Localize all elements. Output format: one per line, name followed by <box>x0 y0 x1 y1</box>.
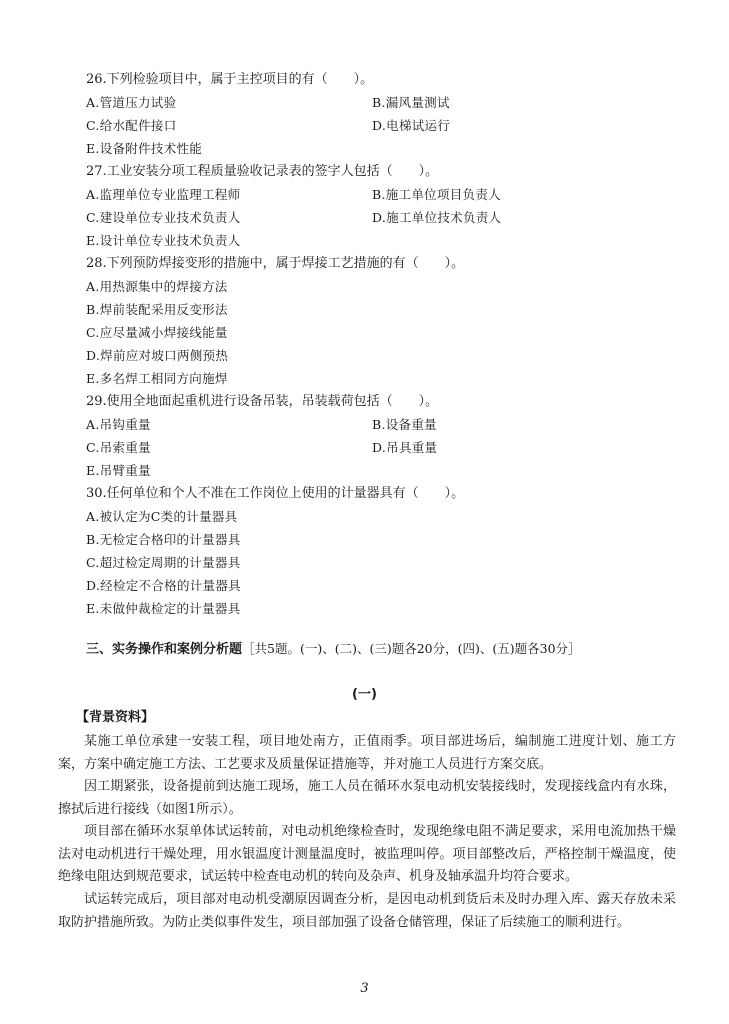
question-28-option-d: D.焊前应对坡口两侧预热 <box>86 348 229 363</box>
question-27-option-c: C.建设单位专业技术负责人 <box>86 210 241 225</box>
question-28-option-c: C.应尽量减小焊接线能量 <box>86 325 228 340</box>
question-28-option-a: A.用热源集中的焊接方法 <box>86 279 228 294</box>
question-30-option-c: C.超过检定周期的计量器具 <box>86 555 241 570</box>
question-27-option-b: B.施工单位项目负责人 <box>372 187 501 202</box>
question-30-option-d: D.经检定不合格的计量器具 <box>86 578 241 593</box>
case-number: (一) <box>352 687 377 702</box>
question-27-option-a: A.监理单位专业监理工程师 <box>86 187 241 202</box>
case-paragraph-1: 某施工单位承建一安装工程，项目地处南方，正值雨季。项目部进场后，编制施工进度计划、施工方案，方案中确定施工方法、工艺要求及质量保证措施等，并对施工人员进行方案交底。 <box>58 734 676 772</box>
section-heading <box>86 640 581 659</box>
question-30-option-e: E.未做仲裁检定的计量器具 <box>86 601 241 616</box>
question-29-option-e: E.吊臂重量 <box>86 463 151 478</box>
section-note: ［共5题。(一)、(二)、(三)题各20分，(四)、(五)题各30分］ <box>242 641 581 656</box>
question-27-option-e: E.设计单位专业技术负责人 <box>86 233 241 248</box>
question-27-stem: 27.工业安装分项工程质量验收记录表的签字人包括（ ）。 <box>86 164 439 179</box>
question-28-stem: 28.下列预防焊接变形的措施中，属于焊接工艺措施的有（ ）。 <box>86 256 465 271</box>
question-26-option-d: D.电梯试运行 <box>372 118 451 133</box>
case-paragraph-4: 试运转完成后，项目部对电动机受潮原因调查分析，是因电动机到货后未及时办理入库、露天存放未采取防护措施所致。为防止类似事件发生，项目部加强了设备仓储管理，保证了后续施工的顺利进行。 <box>58 892 676 930</box>
question-29-option-a: A.吊钩重量 <box>86 417 151 432</box>
question-30-option-a: A.被认定为C类的计量器具 <box>86 509 238 524</box>
case-paragraph-2: 因工期紧张，设备提前到达施工现场，施工人员在循环水泵电动机安装接线时，发现接线盒内有水珠，擦拭后进行接线（如图1所示）。 <box>58 779 676 817</box>
question-28-option-e: E.多名焊工相同方向施焊 <box>86 371 228 386</box>
question-28-option-b: B.焊前装配采用反变形法 <box>86 302 228 317</box>
question-26-option-a: A.管道压力试验 <box>86 95 177 110</box>
page-number: 3 <box>360 981 369 996</box>
case-paragraph-3: 项目部在循环水泵单体试运转前，对电动机绝缘检查时，发现绝缘电阻不满足要求，采用电流加热干燥法对电动机进行干燥处理，用水银温度计测量温度时，被监理叫停。项目部整改后，严格控制干燥温度，使绝缘电阻达到规范要求，试运转中检查电动机的转向及杂声、机身及轴承温升均符合要求。 <box>58 824 676 884</box>
question-29-option-b: B.设备重量 <box>372 417 437 432</box>
question-26-stem: 26.下列检验项目中，属于主控项目的有（ ）。 <box>86 72 374 87</box>
question-30-option-b: B.无检定合格印的计量器具 <box>86 532 241 547</box>
question-29-option-c: C.吊索重量 <box>86 440 151 455</box>
question-27-option-d: D.施工单位技术负责人 <box>372 210 502 225</box>
question-29-option-d: D.吊具重量 <box>372 440 438 455</box>
question-29-stem: 29.使用全地面起重机进行设备吊装，吊装载荷包括（ ）。 <box>86 394 439 409</box>
question-30-stem: 30.任何单位和个人不准在工作岗位上使用的计量器具有（ ）。 <box>86 486 465 501</box>
question-26-option-b: B.漏风量测试 <box>372 95 450 110</box>
background-label: 【背景资料】 <box>76 710 155 725</box>
section-title: 三、实务操作和案例分析题 <box>86 642 243 657</box>
question-26-option-c: C.给水配件接口 <box>86 118 177 133</box>
question-26-option-e: E.设备附件技术性能 <box>86 141 203 156</box>
